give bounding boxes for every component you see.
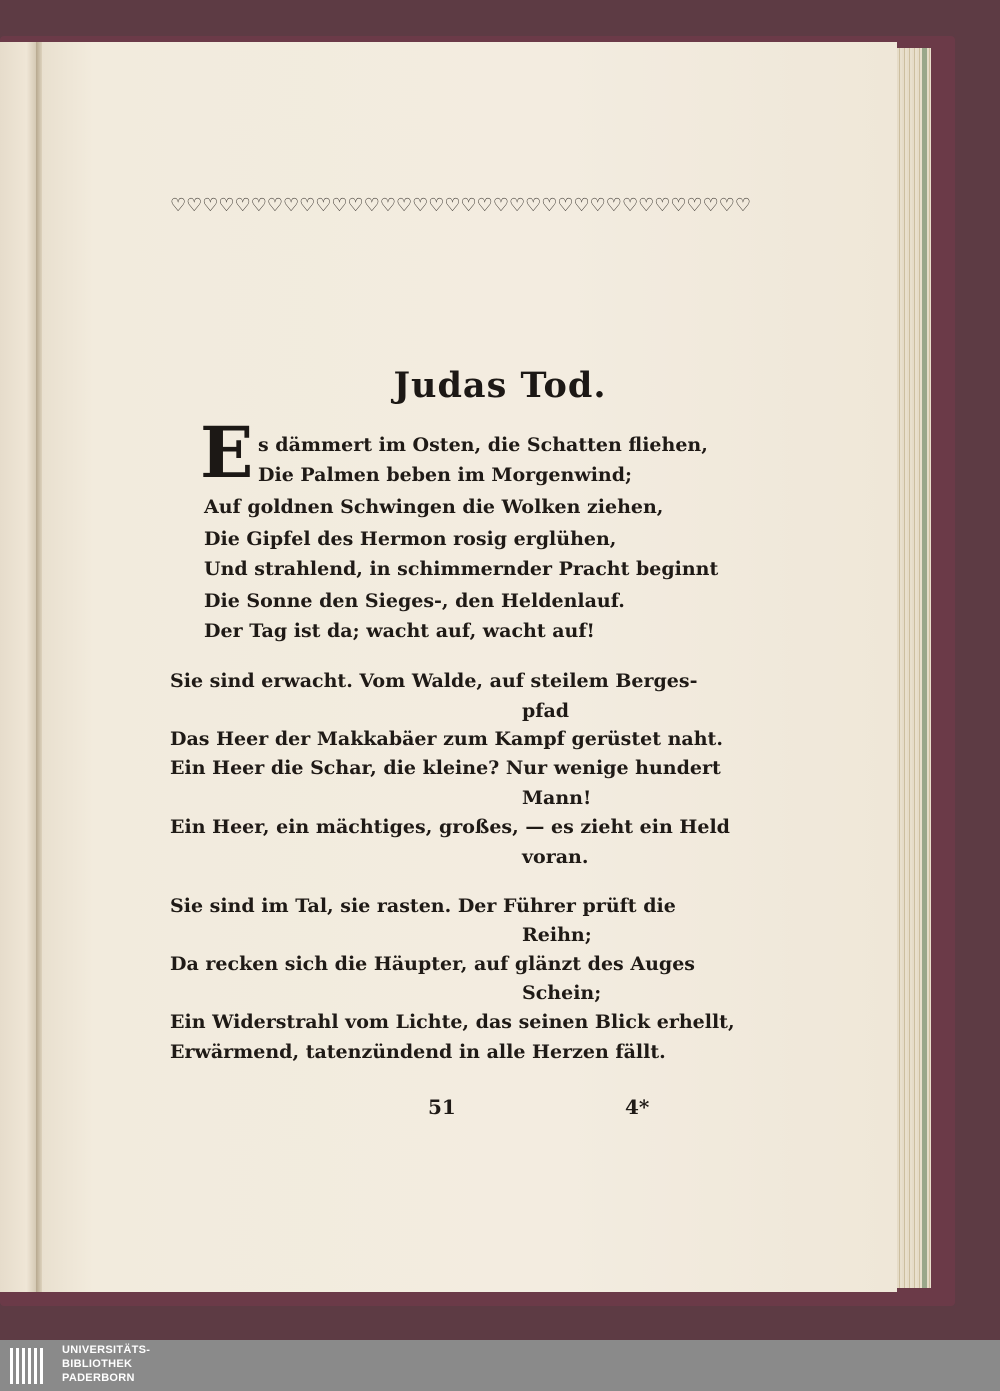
heart-ornament-icon: ♡ bbox=[541, 195, 558, 216]
heart-ornament-icon: ♡ bbox=[654, 195, 671, 216]
heart-ornament-icon: ♡ bbox=[363, 195, 380, 216]
verse-line: Sie sind im Tal, sie rasten. Der Führer prüft die bbox=[170, 895, 676, 917]
signature-mark: 4* bbox=[625, 1095, 650, 1119]
verse-line: Das Heer der Makkabäer zum Kampf gerüstet naht. bbox=[170, 728, 723, 750]
heart-ornament-icon: ♡ bbox=[508, 195, 526, 216]
page-stack-edge bbox=[897, 48, 931, 1288]
heart-ornament-icon: ♡ bbox=[282, 195, 300, 216]
drop-cap: E bbox=[200, 411, 254, 494]
library-logo-icon bbox=[8, 1346, 46, 1386]
heart-ornament-icon: ♡ bbox=[670, 195, 687, 216]
library-name bbox=[62, 1343, 150, 1385]
heart-ornament-icon: ♡ bbox=[395, 195, 413, 216]
heart-ornament-border bbox=[170, 195, 752, 216]
page-number: 51 bbox=[428, 1095, 456, 1119]
heart-ornament-icon: ♡ bbox=[605, 195, 622, 216]
heart-ornament-icon: ♡ bbox=[266, 195, 283, 216]
verse-line: Die Palmen beben im Morgenwind; bbox=[258, 464, 633, 486]
heart-ornament-icon: ♡ bbox=[347, 195, 364, 216]
heart-ornament-icon: ♡ bbox=[638, 195, 655, 216]
heart-ornament-icon: ♡ bbox=[476, 195, 493, 216]
heart-ornament-icon: ♡ bbox=[428, 195, 445, 216]
verse-line: Sie sind erwacht. Vom Walde, auf steilem Berges- bbox=[170, 670, 698, 692]
heart-ornament-icon: ♡ bbox=[718, 195, 735, 216]
heart-ornament-icon: ♡ bbox=[557, 195, 574, 216]
left-page-edge bbox=[0, 42, 38, 1292]
verse-line: Auf goldnen Schwingen die Wolken ziehen, bbox=[204, 496, 664, 518]
heart-ornament-icon: ♡ bbox=[444, 195, 461, 216]
verse-line: Die Gipfel des Hermon rosig erglühen, bbox=[204, 528, 617, 550]
library-name-line-3: PADERBORN bbox=[62, 1372, 135, 1384]
verse-line: Ein Widerstrahl vom Lichte, das seinen Blick erhellt, bbox=[170, 1011, 735, 1033]
book-page bbox=[42, 42, 897, 1292]
heart-ornament-icon: ♡ bbox=[589, 195, 606, 216]
verse-line: Der Tag ist da; wacht auf, wacht auf! bbox=[204, 620, 595, 642]
heart-ornament-icon: ♡ bbox=[379, 195, 396, 216]
heart-ornament-icon: ♡ bbox=[250, 195, 267, 216]
heart-ornament-icon: ♡ bbox=[702, 195, 719, 216]
library-name-line-2: BIBLIOTHEK bbox=[62, 1358, 133, 1370]
heart-ornament-icon: ♡ bbox=[621, 195, 639, 216]
verse-line: Schein; bbox=[522, 982, 602, 1004]
heart-ornament-icon: ♡ bbox=[218, 195, 235, 216]
heart-ornament-icon: ♡ bbox=[331, 195, 348, 216]
verse-line: Mann! bbox=[522, 787, 592, 809]
library-name-line-1: UNIVERSITÄTS- bbox=[62, 1344, 151, 1356]
heart-ornament-icon: ♡ bbox=[492, 195, 509, 216]
heart-ornament-icon: ♡ bbox=[525, 195, 542, 216]
heart-ornament-icon: ♡ bbox=[315, 195, 332, 216]
heart-ornament-icon: ♡ bbox=[686, 195, 703, 216]
heart-ornament-icon: ♡ bbox=[234, 195, 251, 216]
poem-title: Judas Tod. bbox=[393, 365, 607, 406]
verse-line: Ein Heer, ein mächtiges, großes, — es zieht ein Held bbox=[170, 816, 730, 838]
heart-ornament-icon: ♡ bbox=[460, 195, 477, 216]
verse-line: Ein Heer die Schar, die kleine? Nur wenige hundert bbox=[170, 757, 721, 779]
heart-ornament-icon: ♡ bbox=[573, 195, 590, 216]
heart-ornament-icon: ♡ bbox=[170, 195, 187, 216]
verse-line: voran. bbox=[522, 846, 589, 868]
verse-line: Die Sonne den Sieges-, den Heldenlauf. bbox=[204, 590, 625, 612]
heart-ornament-icon: ♡ bbox=[299, 195, 316, 216]
verse-line: Und strahlend, in schimmernder Pracht beginnt bbox=[204, 558, 719, 580]
verse-line: Reihn; bbox=[522, 924, 592, 946]
heart-ornament-icon: ♡ bbox=[412, 195, 429, 216]
heart-ornament-icon: ♡ bbox=[186, 195, 203, 216]
verse-line: pfad bbox=[522, 700, 570, 722]
verse-line: Da recken sich die Häupter, auf glänzt des Auges bbox=[170, 953, 695, 975]
verse-line: s dämmert im Osten, die Schatten fliehen, bbox=[258, 434, 708, 456]
heart-ornament-icon: ♡ bbox=[202, 195, 219, 216]
library-footer-bar bbox=[0, 1340, 1000, 1391]
verse-line: Erwärmend, tatenzündend in alle Herzen fällt. bbox=[170, 1041, 666, 1063]
heart-ornament-icon: ♡ bbox=[734, 195, 752, 216]
